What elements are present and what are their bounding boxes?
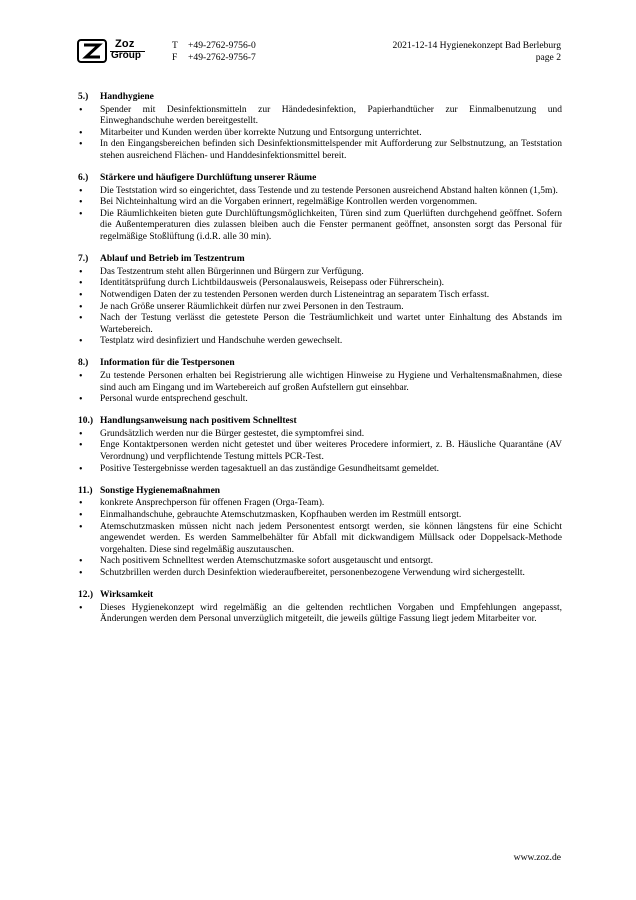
logo-text-group: Group bbox=[111, 50, 141, 61]
bullet-list bbox=[78, 498, 562, 579]
section-number: 6.) bbox=[78, 173, 89, 184]
bullet-item: • Testplatz wird desinfiziert und Handschuhe werden gewechselt. bbox=[78, 336, 562, 348]
fax-row bbox=[172, 52, 256, 64]
logo-text-zoz: Zoz bbox=[115, 38, 135, 50]
section-number: 11.) bbox=[78, 485, 93, 496]
bullet-list bbox=[78, 603, 562, 626]
section bbox=[78, 254, 562, 348]
section bbox=[78, 590, 562, 626]
section-title: Wirksamkeit bbox=[100, 589, 154, 600]
bullet-item: • Notwendigen Daten der zu testenden Personen werden durch Listeneintrag an separatem Tisch erfasst. bbox=[78, 290, 562, 302]
company-logo bbox=[77, 38, 147, 64]
bullet-list bbox=[78, 267, 562, 348]
zoz-logo-icon bbox=[77, 38, 107, 64]
section bbox=[78, 358, 562, 405]
section-heading bbox=[78, 254, 562, 266]
bullet-item: • Mitarbeiter und Kunden werden über korrekte Nutzung und Entsorgung unterrichtet. bbox=[78, 128, 562, 140]
phone-label: T bbox=[172, 40, 178, 51]
section bbox=[78, 92, 562, 163]
bullet-item: • In den Eingangsbereichen befinden sich Desinfektionsmittelspender mit Aufforderung zur Selbstnutzung, an Teststation stehen ausreichend Flächen- und Handdesinfektionsmittel bereit. bbox=[78, 139, 562, 162]
bullet-item: • Nach positivem Schnelltest werden Atemschutzmaske sofort ausgetauscht und entsorgt. bbox=[78, 556, 562, 568]
section-title: Information für die Testpersonen bbox=[100, 358, 235, 369]
section-heading bbox=[78, 416, 562, 428]
contact-block bbox=[172, 40, 256, 64]
bullet-item: • Identitätsprüfung durch Lichtbildausweis (Personalausweis, Reisepass oder Führerschein). bbox=[78, 278, 562, 290]
bullet-list bbox=[78, 105, 562, 163]
bullet-list bbox=[78, 429, 562, 475]
bullet-item: • Das Testzentrum steht allen Bürgerinnen und Bürgern zur Verfügung. bbox=[78, 267, 562, 279]
section bbox=[78, 416, 562, 475]
section-number: 8.) bbox=[78, 358, 89, 369]
section-number: 12.) bbox=[78, 589, 94, 600]
section-number: 10.) bbox=[78, 416, 94, 427]
bullet-item: • Zu testende Personen erhalten bei Registrierung alle wichtigen Hinweise zu Hygiene und Verhaltensmaßnahmen, diese sind auch am Eingang und im Wartebereich auf großen Aufstellern gut einsehbar. bbox=[78, 371, 562, 394]
bullet-list bbox=[78, 186, 562, 244]
bullet-item: • Je nach Größe unserer Räumlichkeit dürfen nur zwei Personen in den Testraum. bbox=[78, 302, 562, 314]
bullet-item: • Enge Kontaktpersonen werden nicht getestet und über weiteres Procedere informiert, z. B. Häusliche Quarantäne (AV Verordnung) und verpflichtende Testung mittels PCR-Test. bbox=[78, 440, 562, 463]
section bbox=[78, 486, 562, 580]
bullet-item: • Personal wurde entsprechend geschult. bbox=[78, 394, 562, 406]
bullet-item: • Positive Testergebnisse werden tagesaktuell an das zuständige Gesundheitsamt gemeldet. bbox=[78, 464, 562, 476]
bullet-item: • Die Räumlichkeiten bieten gute Durchlüftungsmöglichkeiten, Türen sind zum Querlüften durchgehend geöffnet. Sofern die Außentemperaturen dies zulassen bleiben auch die Fenster permanent geöffnet, ansonsten sorgt das Personal für regelmäßige Stoßlüftung (i.d.R. alle 30 min). bbox=[78, 209, 562, 244]
bullet-item: • konkrete Ansprechperson für offenen Fragen (Orga-Team). bbox=[78, 498, 562, 510]
fax-number: +49-2762-9756-7 bbox=[188, 52, 256, 63]
bullet-list bbox=[78, 371, 562, 406]
section-number: 5.) bbox=[78, 92, 89, 102]
bullet-item: • Nach der Testung verlässt die getestete Person die Testräumlichkeit und wartet unter Einhaltung des Abstands im Wartebereich. bbox=[78, 313, 562, 336]
bullet-item: • Die Teststation wird so eingerichtet, dass Testende und zu testende Personen ausreichend Abstand halten können (1,5m). bbox=[78, 186, 562, 198]
section-number: 7.) bbox=[78, 254, 89, 265]
section-heading bbox=[78, 590, 562, 602]
fax-label: F bbox=[172, 52, 178, 63]
section-title: Handhygiene bbox=[100, 92, 154, 102]
phone-row bbox=[172, 40, 256, 52]
section-heading bbox=[78, 173, 562, 185]
bullet-item: • Grundsätzlich werden nur die Bürger gestestet, die symptomfrei sind. bbox=[78, 429, 562, 441]
page-number: page 2 bbox=[535, 52, 561, 63]
document-title: 2021-12-14 Hygienekonzept Bad Berleburg bbox=[392, 40, 561, 51]
bullet-item: • Atemschutzmasken müssen nicht nach jedem Personentest entsorgt werden, sie können längstens für eine Schicht angewendet werden. Es werden Sammelbehälter für Abfall mit dickwandigem Müllsack oder Doppelsack-Methode vorgehalten. Diese sind regelmäßig auszutauschen. bbox=[78, 522, 562, 557]
section-title: Sonstige Hygienemaßnahmen bbox=[100, 485, 221, 496]
bullet-item: • Schutzbrillen werden durch Desinfektion wiederaufbereitet, personenbezogene Verwendung wird sichergestellt. bbox=[78, 568, 562, 580]
section-title: Ablauf und Betrieb im Testzentrum bbox=[100, 254, 245, 265]
bullet-item: • Einmalhandschuhe, gebrauchte Atemschutzmasken, Kopfhauben werden im Restmüll entsorgt. bbox=[78, 510, 562, 522]
bullet-item: • Bei Nichteinhaltung wird an die Vorgaben erinnert, regelmäßige Kontrollen werden vorgenommen. bbox=[78, 197, 562, 209]
section-title: Handlungsanweisung nach positivem Schnelltest bbox=[100, 416, 297, 427]
phone-number: +49-2762-9756-0 bbox=[188, 40, 256, 51]
bullet-item: • Dieses Hygienekonzept wird regelmäßig an die geltenden rechtlichen Vorgaben und Empfehlungen angepasst, Änderungen werden dem Personal unverzüglich mitgeteilt, die jeweils gültige Fassung liegt jedem Mitarbeiter vor. bbox=[78, 603, 562, 626]
section-title: Stärkere und häufigere Durchlüftung unserer Räume bbox=[100, 173, 317, 184]
section bbox=[78, 173, 562, 244]
section-heading bbox=[78, 358, 562, 370]
section-heading bbox=[78, 486, 562, 498]
document-body bbox=[78, 92, 562, 636]
bullet-item: • Spender mit Desinfektionsmitteln zur Händedesinfektion, Papierhandtücher zur Einmalbenutzung und Einweghandschuhe werden bereitgestellt. bbox=[78, 105, 562, 128]
section-heading bbox=[78, 92, 562, 104]
document-header-info bbox=[393, 40, 561, 64]
footer-url: www.zoz.de bbox=[513, 852, 561, 863]
